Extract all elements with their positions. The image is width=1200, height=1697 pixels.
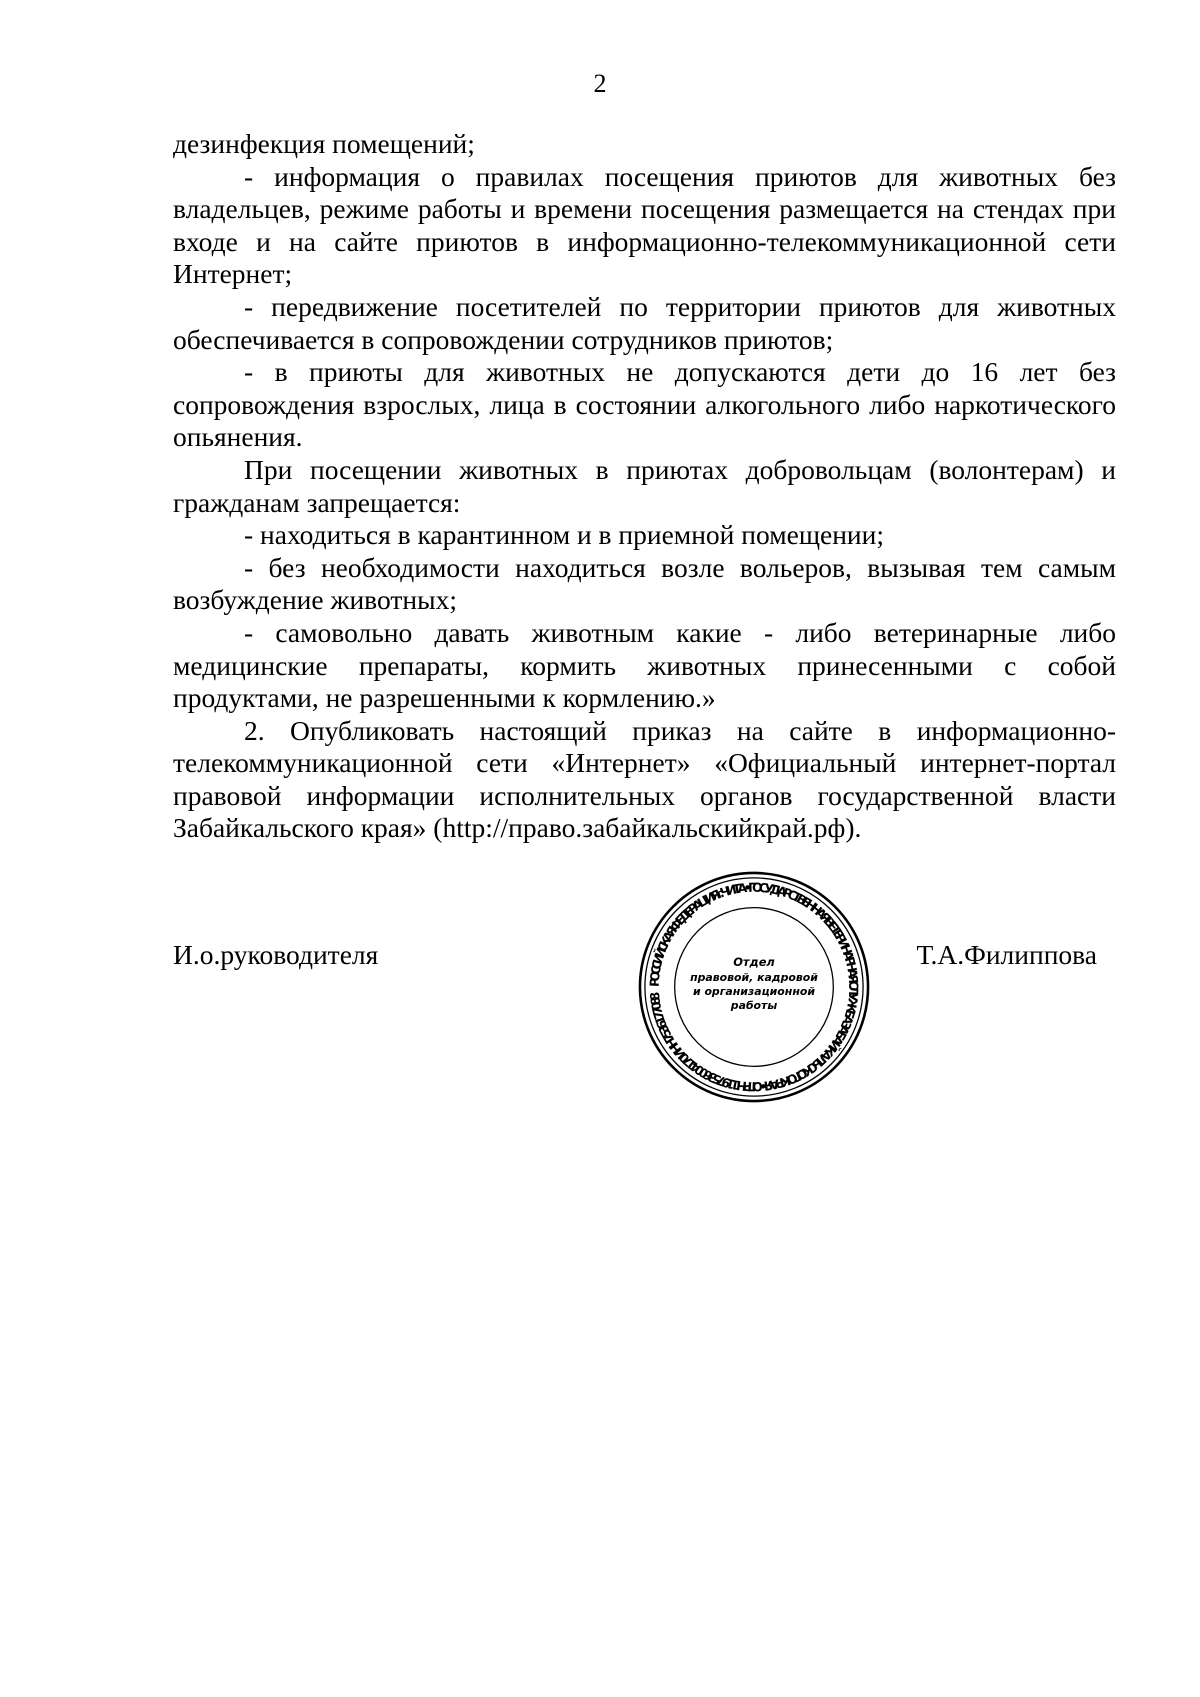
page-number: 2 [593,69,607,98]
document-body [173,128,1116,845]
seal-center-line: и организационной [693,984,815,998]
paragraph: дезинфекция помещений; [173,128,475,159]
official-seal [635,868,873,1106]
signatory-name: Т.А.Филиппова [916,939,1097,970]
paragraph: - информация о правилах посещения приютов для животных без владельцев, режиме работы и времени посещения размещается на стендах при входе и на сайте приютов в информационно-телекоммуникационной сети Интернет; [173,160,1116,290]
seal-ring-text: РОССИЙСКАЯ ФЕДЕРАЦИЯ г. ЧИТА • ГОСУДАРСТВЕННАЯ ВЕТЕРИНАРНАЯ СЛУЖБА ЗАБАЙКАЛЬСКОГО КРАЯ • ОГРН 1197536004170 ИНН 7536177088 [646,879,862,1095]
seal-center-line: работы [730,998,778,1012]
paragraph: - находиться в карантинном и в приемной помещении; [244,519,884,551]
paragraph: - в приюты для животных не допускаются дети до 16 лет без сопровождения взрослых, лица в состоянии алкогольного либо наркотического опьянения. [173,356,1116,453]
seal-center-line: правовой, кадровой [690,971,818,985]
paragraph: - передвижение посетителей по территории приютов для животных обеспечивается в сопровождении сотрудников приютов; [173,290,1116,355]
signature-block [0,935,1200,975]
seal-center-line: Отдел [733,955,775,970]
seal-graphic [635,868,873,1106]
paragraph: При посещении животных в приютах добровольцам (волонтерам) и гражданам запрещается: [173,453,1116,518]
signatory-position: И.о.руководителя [173,939,379,970]
paragraph: - самовольно давать животным какие - либо ветеринарные либо медицинские препараты, кормить животных принесенными с собой продуктами, не разрешенными к кормлению.» [173,616,1116,714]
paragraph: - без необходимости находиться возле вольеров, вызывая тем самым возбуждение животных; [173,551,1116,616]
paragraph: 2. Опубликовать настоящий приказ на сайте в информационно-телекоммуникационной сети «Интернет» «Официальный интернет-портал правовой информации исполнительных органов государственной власти Забайкальского края» (http://право.забайкальскийкрай.рф). [173,714,1116,844]
